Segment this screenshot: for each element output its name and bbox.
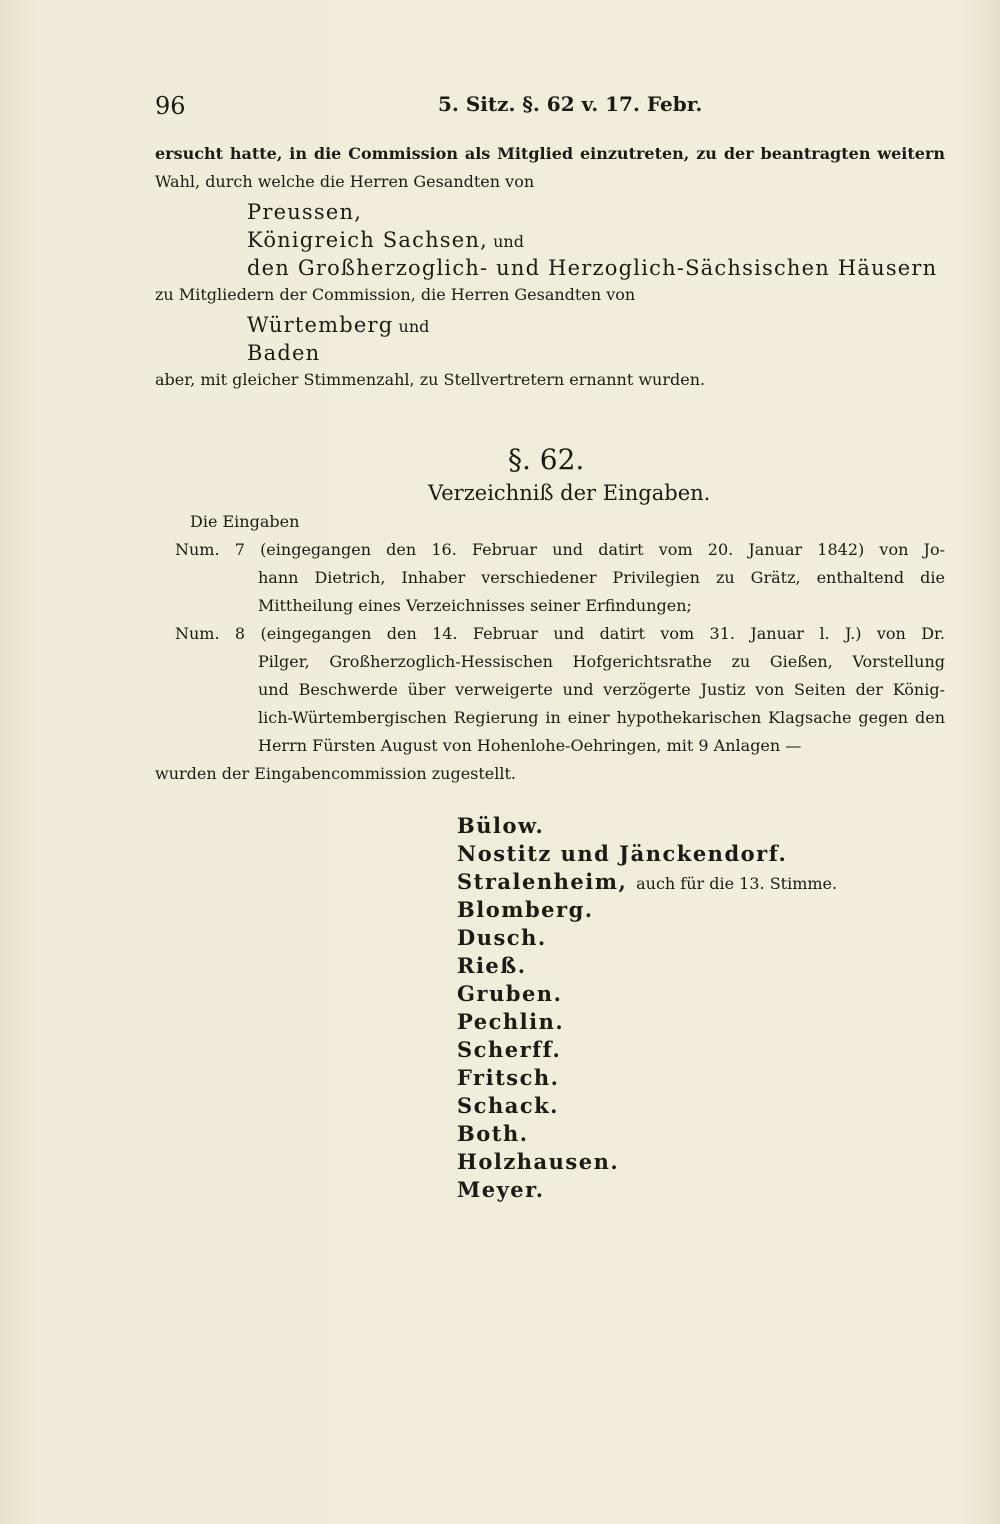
state-wuertemberg-suffix: und [398,317,430,336]
section-number: §. 62. [508,443,585,476]
entry-line: hann Dietrich, Inhaber verschiedener Privilegien zu Grätz, enthaltend die [258,568,945,587]
signature: Gruben. [457,981,563,1006]
entry-line: Num. 8 (eingegangen den 14. Februar und datirt vom 31. Januar l. J.) von Dr. [175,624,945,643]
signature: Scherff. [457,1037,562,1062]
entries-intro: Die Eingaben [190,512,300,531]
running-title: 5. Sitz. §. 62 v. 17. Febr. [438,92,703,116]
signature: Nostitz und Jänckendorf. [457,841,788,866]
section-title: Verzeichniß der Eingaben. [428,481,711,505]
entry-line: lich-Würtembergischen Regierung in einer hypothekarischen Klagsache gegen den [258,708,945,727]
state-preussen: Preussen, [247,200,363,224]
signature-note: auch für die 13. Stimme. [636,874,838,893]
signature: Both. [457,1121,529,1146]
signature: Pechlin. [457,1009,565,1034]
state-wuertemberg: Würtemberg [247,313,394,337]
entry-line: Num. 7 (eingegangen den 16. Februar und datirt vom 20. Januar 1842) von Jo- [175,540,945,559]
signature: Dusch. [457,925,547,950]
signature: Bülow. [457,813,545,838]
signature: Blomberg. [457,897,594,922]
entry-line: Herrn Fürsten August von Hohenlohe-Oehringen, mit 9 Anlagen — [258,736,802,755]
state-sachsen-line [247,228,524,252]
entries-closing: wurden der Eingabencommission zugestellt. [155,764,517,783]
state-sachsen-suffix: und [493,232,524,251]
para1-line4: aber, mit gleicher Stimmenzahl, zu Stellvertretern ernannt wurden. [155,370,706,389]
state-wuertemberg-line [247,313,429,337]
entry-line: Mittheilung eines Verzeichnisses seiner Erfindungen; [258,596,692,615]
page-number: 96 [155,92,186,120]
entry-line: und Beschwerde über verweigerte und verzögerte Justiz von Seiten der König- [258,680,945,699]
para1-line1: ersucht hatte, in die Commission als Mitglied einzutreten, zu der beantragten weitern [155,144,945,163]
state-baden: Baden [247,341,321,365]
para1-line3: zu Mitgliedern der Commission, die Herren Gesandten von [155,285,636,304]
signature [457,869,837,894]
para1-line2: Wahl, durch welche die Herren Gesandten von [155,172,535,191]
signature-name: Stralenheim, [457,869,628,894]
signature: Meyer. [457,1177,545,1202]
entry-line: Pilger, Großherzoglich-Hessischen Hofgerichtsrathe zu Gießen, Vorstellung [258,652,945,671]
state-sachsen: Königreich Sachsen, [247,228,488,252]
signature: Holzhausen. [457,1149,620,1174]
state-saechsische-haeuser: den Großherzoglich- und Herzoglich-Sächsischen Häusern [247,256,938,280]
signature: Rieß. [457,953,527,978]
signature: Fritsch. [457,1065,560,1090]
signature: Schack. [457,1093,559,1118]
